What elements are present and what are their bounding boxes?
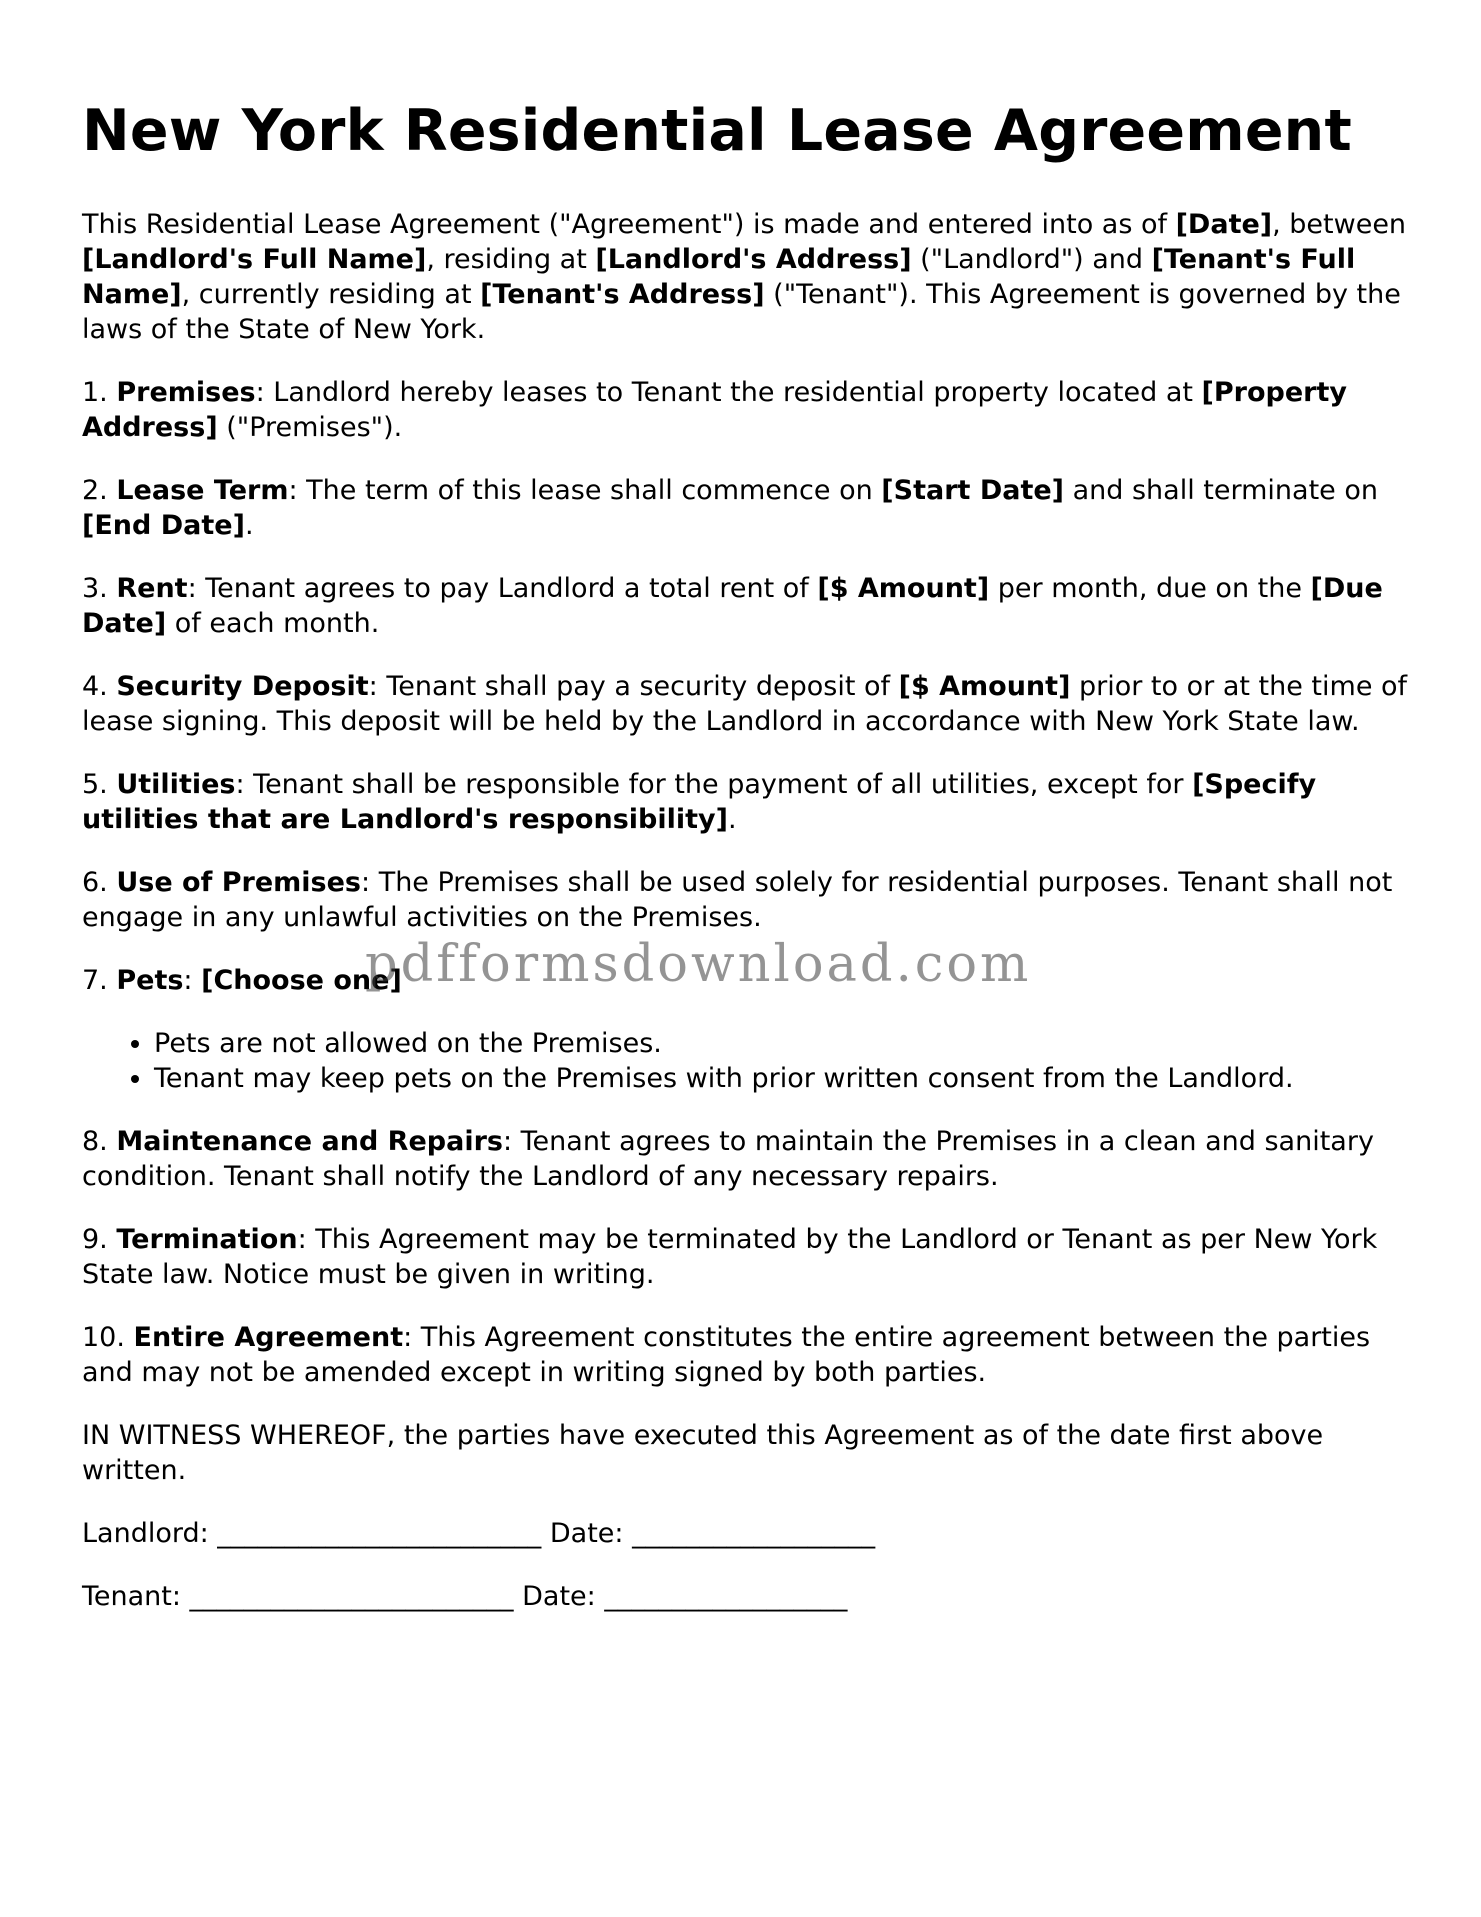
section-text: and shall terminate on xyxy=(1064,474,1378,506)
section-title: Utilities xyxy=(116,768,236,800)
watermark: pdfformsdownload.com xyxy=(365,935,1032,994)
section-text: per month, due on the xyxy=(989,572,1311,604)
section-title: Lease Term xyxy=(116,474,289,506)
section-title: Rent xyxy=(116,572,188,604)
property-address-placeholder: [Property Address] xyxy=(82,376,1348,443)
document-title: New York Residential Lease Agreement xyxy=(82,98,1352,164)
landlord-signature-line: Landlord: ________________________ Date: __________________ xyxy=(82,1517,876,1549)
section-number: 10. xyxy=(82,1321,134,1353)
witness-paragraph: IN WITNESS WHEREOF, the parties have executed this Agreement as of the date first above written. xyxy=(82,1419,1324,1486)
section-security-deposit xyxy=(82,669,1412,739)
intro-text: , currently residing at xyxy=(181,278,481,310)
intro-text: , between xyxy=(1272,208,1407,240)
intro-text: ("Landlord") and xyxy=(911,243,1152,275)
section-text: . xyxy=(727,803,737,835)
section-number: 4. xyxy=(82,670,117,702)
section-title: Security Deposit xyxy=(116,670,369,702)
section-text: ("Premises"). xyxy=(217,411,403,443)
section-number: 3. xyxy=(82,572,117,604)
section-text: : xyxy=(183,964,202,996)
document-page xyxy=(82,100,1412,1642)
section-text: : Tenant agrees to pay Landlord a total rent of xyxy=(187,572,818,604)
list-item: • Tenant may keep pets on the Premises with prior written consent from the Landlord. xyxy=(154,1061,1412,1096)
landlord-name-placeholder: [Landlord's Full Name] xyxy=(82,243,427,275)
section-text: of each month. xyxy=(166,607,380,639)
section-number: 2. xyxy=(82,474,117,506)
section-lease-term xyxy=(82,473,1412,543)
intro-text: ("Tenant"). This Agreement is governed by the laws of the State of New York. xyxy=(82,278,1401,345)
end-date-placeholder: [End Date] xyxy=(82,509,245,541)
section-text: : Landlord hereby leases to Tenant the residential property located at xyxy=(255,376,1202,408)
section-title: Entire Agreement xyxy=(133,1321,404,1353)
pets-options-list xyxy=(82,1026,1412,1096)
utilities-placeholder: [Specify utilities that are Landlord's responsibility] xyxy=(82,768,1317,835)
section-title: Maintenance and Repairs xyxy=(116,1125,503,1157)
section-termination xyxy=(82,1222,1412,1292)
section-premises xyxy=(82,375,1412,445)
section-text: prior to or at the time of lease signing. This deposit will be held by the Landlord in accordance with New York State law. xyxy=(82,670,1408,737)
section-pets xyxy=(82,963,1412,998)
date-placeholder: [Date] xyxy=(1175,208,1273,240)
landlord-address-placeholder: [Landlord's Address] xyxy=(595,243,912,275)
section-text: : This Agreement may be terminated by the Landlord or Tenant as per New York State law. Notice must be given in writing. xyxy=(82,1223,1378,1290)
list-item: • Pets are not allowed on the Premises. xyxy=(154,1026,1412,1061)
section-text: : Tenant shall pay a security deposit of xyxy=(368,670,899,702)
section-text: : Tenant shall be responsible for the payment of all utilities, except for xyxy=(235,768,1193,800)
intro-paragraph xyxy=(82,207,1412,347)
section-title: Pets xyxy=(116,964,184,996)
section-number: 9. xyxy=(82,1223,117,1255)
section-title: Premises xyxy=(116,376,256,408)
section-number: 5. xyxy=(82,768,117,800)
section-maintenance xyxy=(82,1124,1412,1194)
intro-text: , residing at xyxy=(426,243,596,275)
choose-one-placeholder: [Choose one] xyxy=(201,964,402,996)
section-text: : This Agreement constitutes the entire agreement between the parties and may not be amended except in writing signed by both parties. xyxy=(82,1321,1371,1388)
section-number: 6. xyxy=(82,866,117,898)
section-entire-agreement xyxy=(82,1320,1412,1390)
deposit-amount-placeholder: [$ Amount] xyxy=(898,670,1071,702)
section-number: 1. xyxy=(82,376,117,408)
due-date-placeholder: [Due Date] xyxy=(82,572,1383,639)
tenant-name-placeholder: [Tenant's Full Name] xyxy=(82,243,1356,310)
tenant-signature-line: Tenant: ________________________ Date: __________________ xyxy=(82,1580,848,1612)
section-title: Termination xyxy=(116,1223,298,1255)
rent-amount-placeholder: [$ Amount] xyxy=(817,572,990,604)
section-text: : Tenant agrees to maintain the Premises in a clean and sanitary condition. Tenant shall notify the Landlord of any necessary repairs. xyxy=(82,1125,1374,1192)
intro-text: This Residential Lease Agreement ("Agreement") is made and entered into as of xyxy=(82,208,1176,240)
start-date-placeholder: [Start Date] xyxy=(881,474,1065,506)
section-title: Use of Premises xyxy=(116,866,362,898)
tenant-address-placeholder: [Tenant's Address] xyxy=(480,278,765,310)
section-text: : The term of this lease shall commence on xyxy=(288,474,882,506)
section-text: . xyxy=(244,509,254,541)
section-text: : The Premises shall be used solely for residential purposes. Tenant shall not engage in any unlawful activities on the Premises. xyxy=(82,866,1393,933)
section-rent xyxy=(82,571,1412,641)
section-utilities xyxy=(82,767,1412,837)
section-number: 8. xyxy=(82,1125,117,1157)
section-use-of-premises xyxy=(82,865,1412,935)
section-number: 7. xyxy=(82,964,117,996)
